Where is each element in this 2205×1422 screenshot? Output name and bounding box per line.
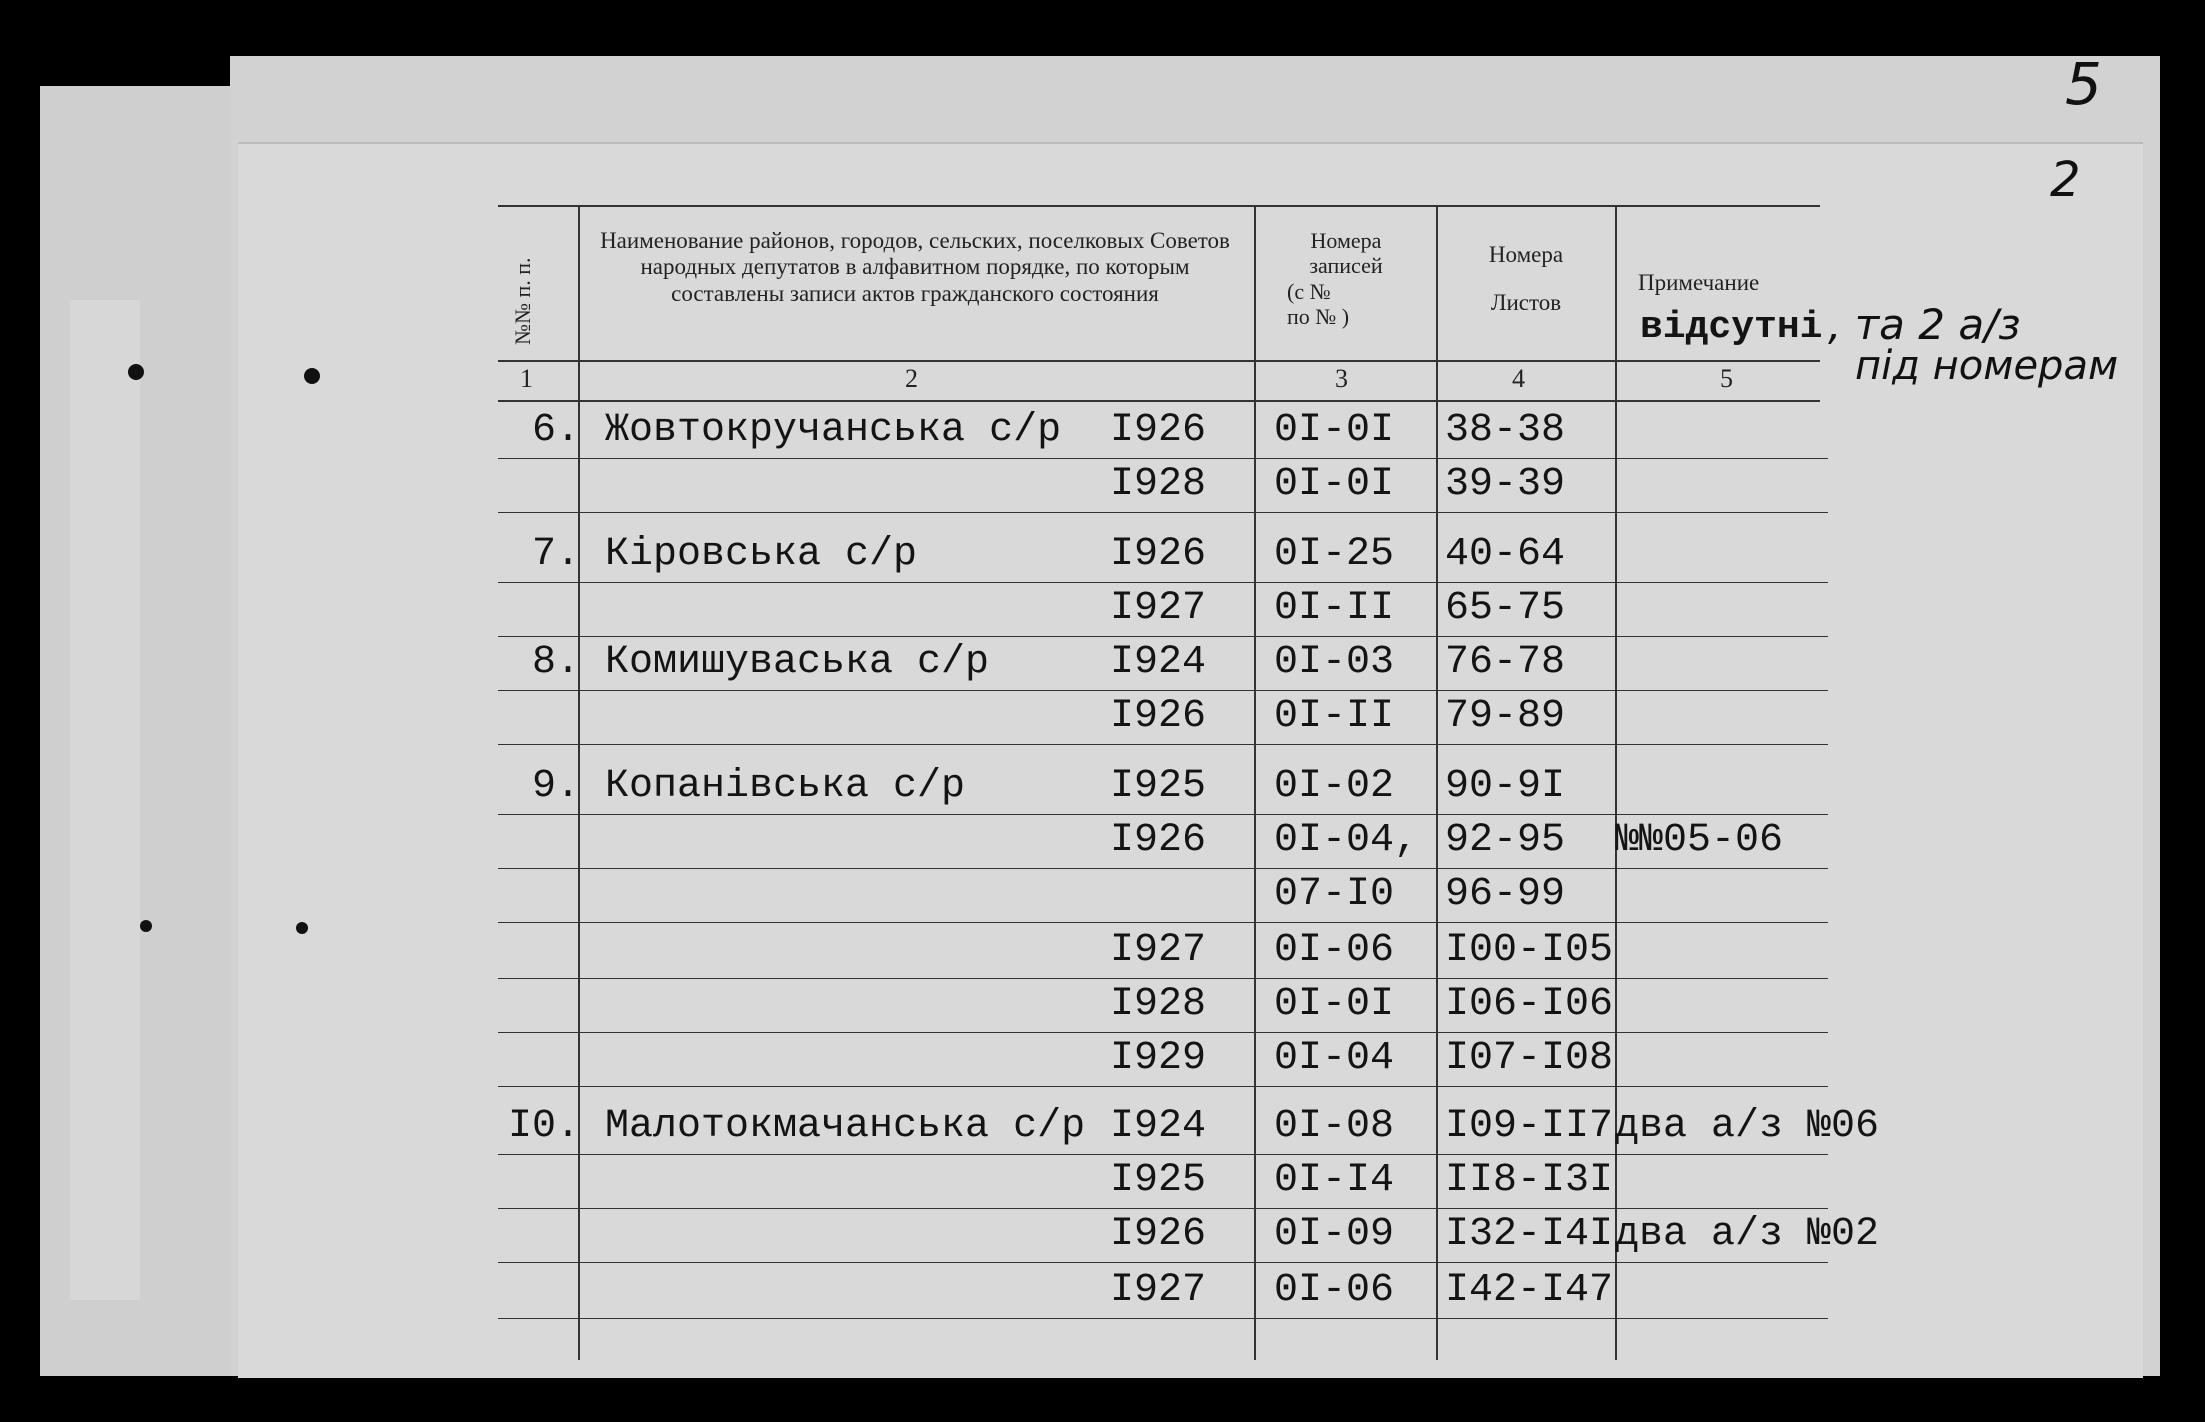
col-number: 5	[1720, 364, 1733, 393]
cell-records: 0I-II	[1274, 694, 1395, 739]
cell-note: два а/з №06	[1615, 1104, 1880, 1149]
cell-year: I925	[1110, 1158, 1207, 1203]
header-rule	[498, 360, 1820, 362]
cell-name: Кіровська с/р	[605, 532, 918, 577]
cell-records: 0I-06	[1274, 928, 1395, 973]
cell-sheets: I00-I05	[1445, 928, 1614, 973]
row-rule	[498, 978, 1828, 979]
cell-records: 0I-II	[1274, 586, 1395, 631]
col-number: 4	[1512, 364, 1525, 393]
col-number: 3	[1335, 364, 1348, 393]
cell-records: 0I-0I	[1274, 408, 1395, 453]
cell-sheets: I32-I4I	[1445, 1212, 1614, 1257]
cell-name: Жовтокручанська с/р	[605, 408, 1062, 453]
cell-num: 6.	[531, 408, 580, 453]
row-rule	[498, 636, 1828, 637]
cell-year: I924	[1110, 640, 1207, 685]
row-rule	[498, 1086, 1828, 1087]
cell-sheets: 65-75	[1445, 586, 1566, 631]
row-rule	[498, 458, 1828, 459]
page-number-sheet: 2	[2050, 152, 2081, 208]
header-bottom-rule	[498, 400, 1820, 402]
column-divider	[1615, 205, 1617, 1360]
header-col1-text: №№ п. п.	[510, 257, 535, 345]
cell-records: 0I-02	[1274, 764, 1395, 809]
row-rule	[498, 868, 1828, 869]
cell-name: Комишуваська с/р	[605, 640, 990, 685]
cell-records: 0I-25	[1274, 532, 1395, 577]
cell-sheets: 40-64	[1445, 532, 1566, 577]
cell-sheets: 39-39	[1445, 462, 1566, 507]
row-rule	[498, 690, 1828, 691]
cell-sheets: 90-9I	[1445, 764, 1566, 809]
cell-year: I926	[1110, 694, 1207, 739]
punch-hole	[140, 920, 152, 932]
cell-year: I927	[1110, 586, 1207, 631]
header-col5: Примечание	[1638, 270, 1760, 295]
row-rule	[498, 1154, 1828, 1155]
cell-records: 0I-06	[1274, 1268, 1395, 1313]
cell-year: I926	[1110, 818, 1207, 863]
cell-note: два а/з №02	[1615, 1212, 1880, 1257]
cell-records: 0I-0I	[1274, 462, 1395, 507]
row-rule	[498, 582, 1828, 583]
cell-year: I924	[1110, 1104, 1207, 1149]
cell-sheets: 92-95	[1445, 818, 1566, 863]
cell-sheets: 96-99	[1445, 872, 1566, 917]
cell-num: 7.	[531, 532, 580, 577]
cell-records: 0I-04	[1274, 1036, 1395, 1081]
row-rule	[498, 744, 1828, 745]
row-rule	[498, 1318, 1828, 1319]
cell-sheets: I06-I06	[1445, 982, 1614, 1027]
cell-num: I0.	[507, 1104, 580, 1149]
row-rule	[498, 1032, 1828, 1033]
cell-records: 07-I0	[1274, 872, 1395, 917]
cell-year: I926	[1110, 1212, 1207, 1257]
cell-records: 0I-I4	[1274, 1158, 1395, 1203]
row-rule	[498, 922, 1828, 923]
cell-records: 0I-08	[1274, 1104, 1395, 1149]
cell-year: I926	[1110, 532, 1207, 577]
row-rule	[498, 814, 1828, 815]
note-handwritten: , та 2 а/з	[1828, 300, 2021, 349]
cell-records: 0I-0I	[1274, 982, 1395, 1027]
cell-sheets: II8-I3I	[1445, 1158, 1614, 1203]
cell-sheets: 76-78	[1445, 640, 1566, 685]
note-handwritten: під номерам	[1855, 343, 2119, 389]
header-col4: Номера Листов	[1488, 242, 1564, 316]
row-rule	[498, 512, 1828, 513]
cell-year: I925	[1110, 764, 1207, 809]
cell-records: 0I-03	[1274, 640, 1395, 685]
cell-sheets: I07-I08	[1445, 1036, 1614, 1081]
cell-name: Малотокмачанська с/р	[605, 1104, 1086, 1149]
cell-year: I928	[1110, 982, 1207, 1027]
binding-shadow	[70, 300, 140, 1300]
header-top-rule	[498, 205, 1820, 207]
header-col2: Наименование районов, городов, сельских, поселковых Советов народных депутатов в алфавитном порядке, по которым составлены записи актов гражданского состояния	[600, 228, 1230, 306]
row-rule	[498, 1208, 1828, 1209]
cell-sheets: 38-38	[1445, 408, 1566, 453]
column-divider	[1254, 205, 1256, 1360]
col-number: 1	[520, 364, 533, 393]
header-col1	[500, 225, 570, 355]
cell-year: I929	[1110, 1036, 1207, 1081]
cell-sheets: I09-II7	[1445, 1104, 1614, 1149]
cell-sheets: I42-I47	[1445, 1268, 1614, 1313]
cell-year: I928	[1110, 462, 1207, 507]
cell-note: №№05-06	[1615, 818, 1784, 863]
cell-year: I927	[1110, 928, 1207, 973]
cell-num: 8.	[531, 640, 580, 685]
punch-hole	[296, 922, 308, 934]
cell-sheets: 79-89	[1445, 694, 1566, 739]
page-number-top: 5	[2065, 50, 2102, 118]
note-typed: відсутні	[1640, 306, 1823, 349]
header-col3: Номера записей (с № по № )	[1287, 228, 1383, 329]
cell-year: I926	[1110, 408, 1207, 453]
punch-hole	[304, 368, 320, 384]
cell-year: I927	[1110, 1268, 1207, 1313]
cell-records: 0I-04,	[1274, 818, 1419, 863]
cell-name: Копанівська с/р	[605, 764, 966, 809]
cell-records: 0I-09	[1274, 1212, 1395, 1257]
col-number: 2	[905, 364, 918, 393]
row-rule	[498, 1262, 1828, 1263]
punch-hole	[128, 364, 144, 380]
cell-num: 9.	[531, 764, 580, 809]
